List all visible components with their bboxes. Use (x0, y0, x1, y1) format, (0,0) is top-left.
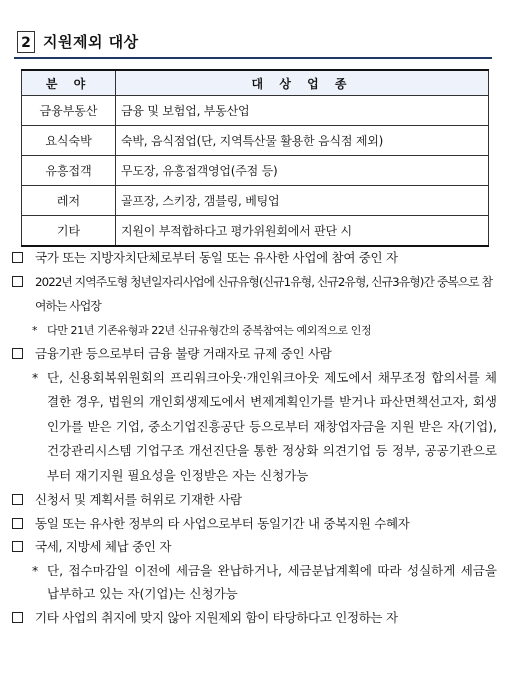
note-item (12, 559, 497, 606)
table-row (22, 126, 489, 156)
section-title: 지원제외 대상 (43, 33, 139, 51)
table-cell-description: 지원이 부적합하다고 평가위원회에서 판단 시 (116, 216, 489, 247)
table-cell-description: 무도장, 유흥접객영업(주점 등) (116, 156, 489, 186)
list-item (12, 342, 497, 366)
table-cell-category: 기타 (22, 216, 116, 247)
checkbox-square-icon (12, 541, 23, 552)
table-cell-description: 숙박, 음식점업(단, 지역특산물 활용한 음식점 제외) (116, 126, 489, 156)
table-cell-description: 골프장, 스키장, 갬블링, 베팅업 (116, 186, 489, 216)
checkbox-square-icon (12, 252, 23, 263)
section-number: 2 (17, 31, 35, 53)
table-row (22, 156, 489, 186)
table-cell-category: 요식숙박 (22, 126, 116, 156)
list-item (12, 246, 497, 270)
list-item (12, 512, 497, 536)
note-item (12, 366, 497, 489)
table-header-row (22, 70, 489, 96)
exclusion-criteria-list (12, 246, 497, 629)
table-header-industry: 대 상 업 종 (116, 70, 489, 96)
table-row (22, 186, 489, 216)
list-item (12, 535, 497, 559)
list-item (12, 488, 497, 512)
table-cell-category: 유흥접객 (22, 156, 116, 186)
checkbox-square-icon (12, 518, 23, 529)
table-row (22, 96, 489, 126)
checkbox-square-icon (12, 276, 23, 287)
list-item (12, 606, 497, 630)
note-text: 단, 신용회복위원회의 프리워크아웃·개인워크아웃 제도에서 채무조정 합의서를 체결한 경우, 법원의 개인회생제도에서 변제계획인가를 받거나 파산면책선고자, 회생인가를 받은 기업, 중소기업진흥공단 등으로부터 재창업자금을 지원 받은 자(기업), 건강관리시스템 기업구조 개선진단을 통한 정상화 의견기업 등 정부, 공공기관으로부터 재기지원 필요성을 인정받은 자는 신청가능 (47, 369, 497, 483)
note-asterisk: * (32, 369, 39, 385)
table-row (22, 216, 489, 247)
exclusion-table (21, 69, 489, 247)
item-text: 기타 사업의 취지에 맞지 않아 지원제외 함이 타당하다고 인정하는 자 (35, 609, 398, 625)
note-item (12, 319, 497, 343)
checkbox-square-icon (12, 612, 23, 623)
item-text: 동일 또는 유사한 정부의 타 사업으로부터 동일기간 내 중복지원 수혜자 (35, 515, 410, 531)
item-text: 2022년 지역주도형 청년일자리사업에 신규유형(신규1유형, 신규2유형, 신규3유형)간 중복으로 참여하는 사업장 (35, 274, 493, 313)
checkbox-square-icon (12, 348, 23, 359)
note-text: 단, 접수마감일 이전에 세금을 완납하거나, 세금분납계획에 따라 성실하게 세금을 납부하고 있는 자(기업)는 신청가능 (47, 562, 497, 601)
item-text: 국세, 지방세 체납 중인 자 (35, 539, 172, 554)
item-text: 금융기관 등으로부터 금융 불량 거래자로 규제 중인 사람 (35, 346, 332, 361)
table-cell-category: 금융부동산 (22, 96, 116, 126)
list-item (12, 270, 497, 319)
item-text: 국가 또는 지방자치단체로부터 동일 또는 유사한 사업에 참여 중인 자 (35, 250, 398, 265)
table-cell-category: 레저 (22, 186, 116, 216)
table-cell-description: 금융 및 보험업, 부동산업 (116, 96, 489, 126)
item-text: 신청서 및 계획서를 허위로 기재한 사람 (35, 492, 242, 507)
note-asterisk: * (32, 323, 38, 337)
note-text: 다만 21년 기존유형과 22년 신규유형간의 중복참여는 예외적으로 인정 (47, 323, 372, 337)
checkbox-square-icon (12, 494, 23, 505)
section-header (14, 29, 492, 59)
table-header-category: 분 야 (22, 70, 116, 96)
note-asterisk: * (32, 562, 39, 578)
